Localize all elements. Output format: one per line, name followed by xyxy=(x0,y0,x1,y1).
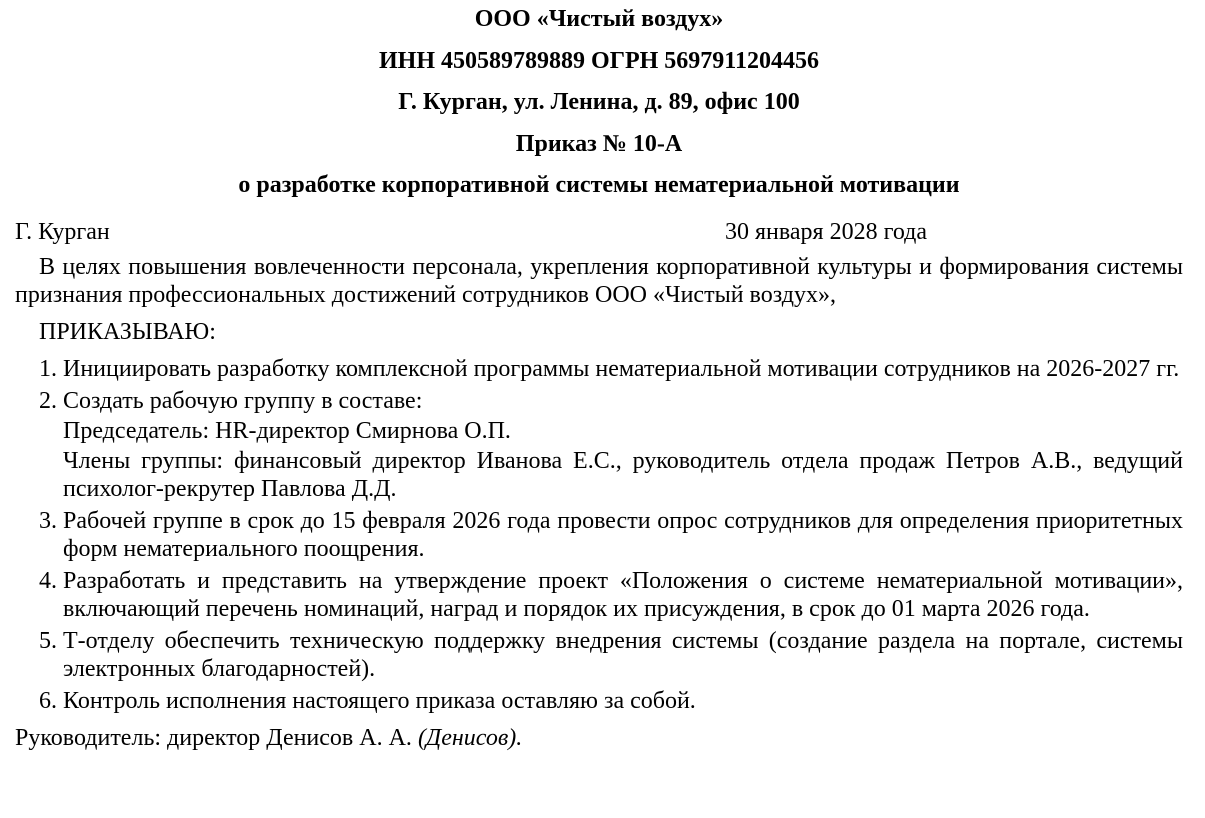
order-item xyxy=(15,627,1183,683)
company-requisites: ИНН 450589789889 ОГРН 5697911204456 xyxy=(379,47,819,74)
item-text: Разработать и представить на утверждение проект «Положения о системе нематериальной мотивации», включающий перечень номинаций, наград и порядок их присуждения, в срок до 01 марта 2026 года. xyxy=(63,567,1183,622)
company-address: Г. Курган, ул. Ленина, д. 89, офис 100 xyxy=(398,89,800,115)
order-date: 30 января 2028 года xyxy=(725,218,928,245)
item-number: 6. xyxy=(39,687,57,714)
order-item xyxy=(15,687,1183,715)
group-members: Члены группы: финансовый директор Иванова Е.С., руководитель отдела продаж Петров А.В., ведущий психолог-рекрутер Павлова Д.Д. xyxy=(63,447,1183,502)
signatory: Руководитель: директор Денисов А. А. xyxy=(15,724,412,751)
item-text: Контроль исполнения настоящего приказа оставляю за собой. xyxy=(63,687,696,714)
order-subject: о разработке корпоративной системы нематериальной мотивации xyxy=(238,172,960,198)
item-number: 1. xyxy=(39,355,57,382)
order-word: ПРИКАЗЫВАЮ: xyxy=(39,318,216,345)
order-document xyxy=(15,3,1183,753)
item-text: Создать рабочую группу в составе: xyxy=(63,387,423,414)
item-text: Т-отделу обеспечить техническую поддержку внедрения системы (создание раздела на портале, системы электронных благодарностей). xyxy=(63,627,1183,682)
place-date-line xyxy=(15,211,1183,253)
order-item xyxy=(15,387,1183,503)
order-city: Г. Курган xyxy=(15,218,110,245)
signature-line xyxy=(15,723,1183,753)
company-name: ООО «Чистый воздух» xyxy=(474,6,724,32)
item-number: 2. xyxy=(39,387,57,414)
order-items-list xyxy=(15,355,1183,715)
item-number: 4. xyxy=(39,567,57,594)
item-number: 3. xyxy=(39,507,57,534)
handwritten-signature: (Денисов). xyxy=(417,724,523,751)
item-text: Рабочей группе в срок до 15 февраля 2026 года провести опрос сотрудников для определения приоритетных форм нематериального поощрения. xyxy=(63,507,1183,562)
item-number: 5. xyxy=(39,627,57,654)
item-text: Инициировать разработку комплексной программы нематериальной мотивации сотрудников на 2026-2027 гг. xyxy=(63,355,1180,382)
order-item xyxy=(15,355,1183,383)
preamble: В целях повышения вовлеченности персонала, укрепления корпоративной культуры и формирования системы признания профессиональных достижений сотрудников ООО «Чистый воздух», xyxy=(15,253,1183,308)
order-item xyxy=(15,567,1183,623)
order-title: Приказ № 10-А xyxy=(515,130,683,157)
order-item xyxy=(15,507,1183,563)
group-chair: Председатель: HR-директор Смирнова О.П. xyxy=(63,417,511,444)
